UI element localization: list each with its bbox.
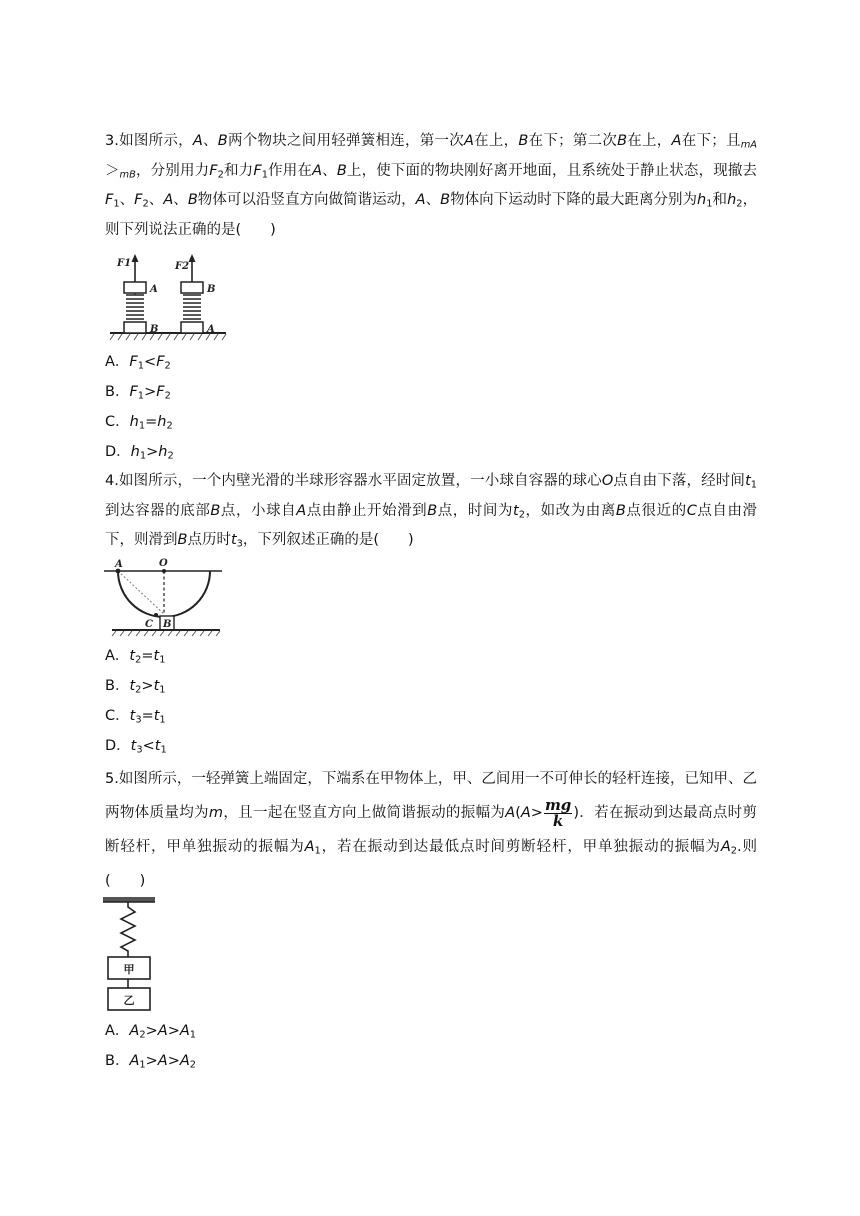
question-4-option-a: A．$t_2=t_1$ (105, 648, 166, 666)
question-3-figure (108, 252, 230, 342)
question-3-option-d: D．$h_1>h_2$ (105, 444, 174, 462)
question-5-option-b: B．$A_1>A>A_2$ (105, 1053, 197, 1071)
fig4-label-o: O (159, 558, 168, 569)
fig5-label-yi: 乙 (123, 994, 135, 1007)
question-4-option-b: B．$t_2>t_1$ (105, 678, 166, 696)
fig3-label-f1: F1 (117, 258, 132, 269)
fig3-label-b-top: B (207, 284, 216, 295)
question-5-option-a: A．$A_2>A>A_1$ (105, 1023, 197, 1041)
question-3-stem: 3.如图所示，A、B两个物块之间用轻弹簧相连，第一次A在上，B在下；第二次B在上，A在下；且$_{mA}>_{mB}$，分别用力$F_2$和力$F_1$作用在A、B上，使下面的物块刚好离开地面，且系统处于静止状态，现撤去$F_1$、$F_2$、A、B物体可以沿竖直方向做简谐运动，A、B物体向下运动时下降的最大距离分别为$h_1$和$h_2$，则下列说法正确的是( ) (105, 133, 758, 238)
fig3-label-a-top: A (150, 284, 158, 295)
mg-over-k-fraction: $\frac{mg}{k}$ (544, 795, 572, 830)
question-4-figure (104, 556, 228, 638)
fig4-label-a: A (115, 559, 123, 570)
question-4-option-d: D．$t_3<t_1$ (105, 738, 167, 756)
question-5-figure (102, 895, 158, 1013)
fig4-label-c: C (145, 619, 153, 630)
question-3-option-b: B．$F_1>F_2$ (105, 384, 171, 402)
question-4-option-c: C．$t_3=t_1$ (105, 708, 166, 726)
fig5-label-jia: 甲 (123, 963, 135, 976)
question-3-option-c: C．$h_1=h_2$ (105, 414, 173, 432)
question-5-stem: 5.如图所示，一轻弹簧上端固定，下端系在甲物体上，甲、乙间用一不可伸长的轻杆连接，已知甲、乙两物体质量均为m，且一起在竖直方向上做简谐振动的振幅为A(A> $\frac{mg}{k}$ )．若在振动到达最高点时剪断轻杆，甲单独振动的振幅为$A_1$，若在振动到达最低点时间剪断轻杆，甲单独振动的振幅为$A_2$.则( ) (105, 771, 758, 889)
fig3-label-b-bottom: B (150, 324, 159, 335)
question-4-stem: 4.如图所示，一个内壁光滑的半球形容器水平固定放置，一小球自容器的球心O点自由下落，经时间$t_1$到达容器的底部B点，小球自A点由静止开始滑到B点，时间为$t_2$，如改为由离B点很近的C点自由滑下，则滑到B点历时$t_3$，下列叙述正确的是( ) (105, 473, 758, 550)
fig3-label-a-bottom: A (207, 324, 215, 335)
fig4-label-b: B (163, 619, 172, 630)
fig3-label-f2: F2 (175, 261, 190, 272)
question-3-option-a: A．$F_1<F_2$ (105, 354, 171, 372)
